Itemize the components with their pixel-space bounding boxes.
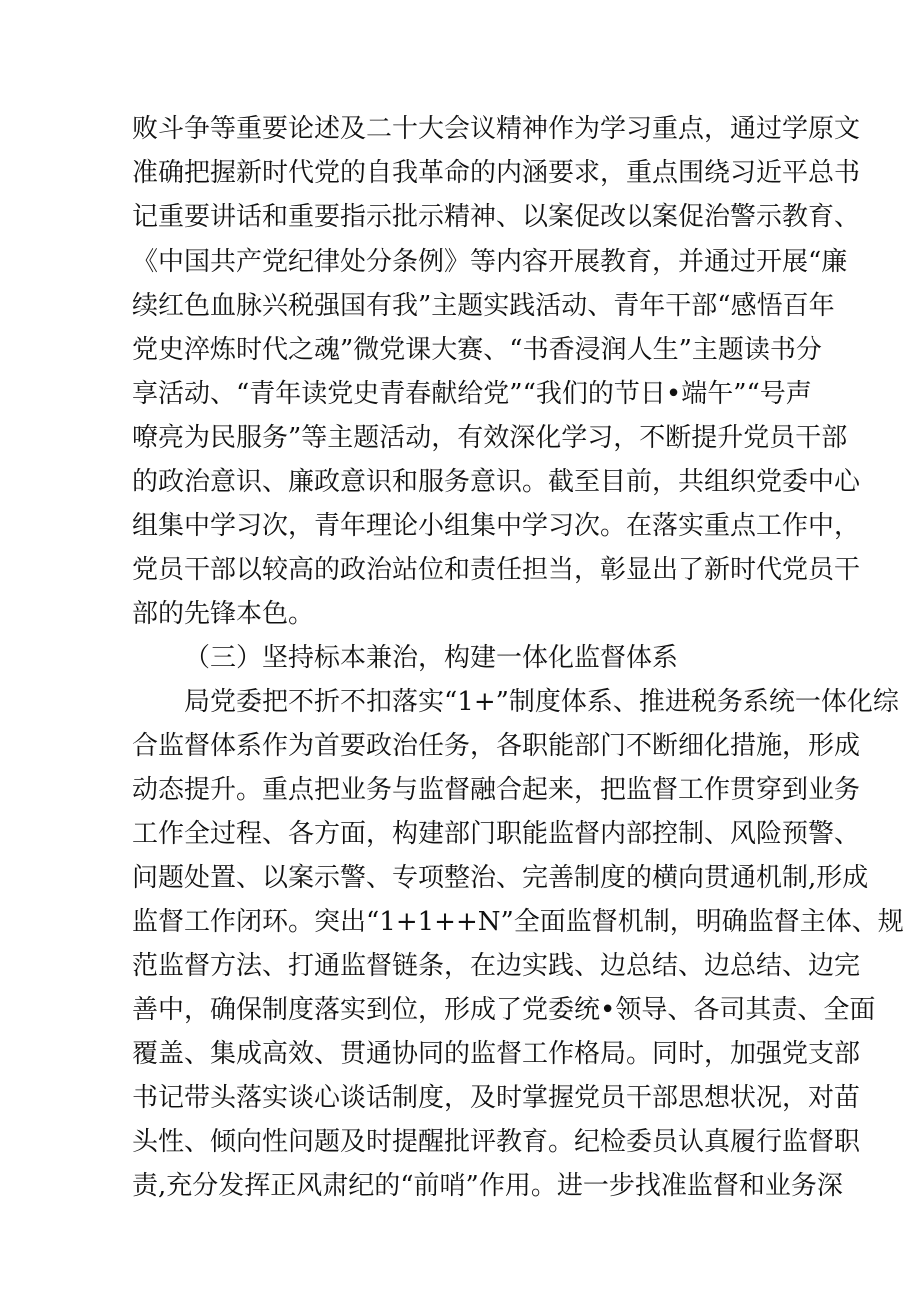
paragraph-line: 动态提升。重点把业务与监督融合起来，把监督工作贯穿到业务 bbox=[132, 775, 861, 805]
paragraph-line: 部的先锋本色。 bbox=[132, 599, 315, 629]
paragraph-line: 准确把握新时代党的自我革命的内涵要求，重点围绕习近平总书 bbox=[132, 158, 861, 188]
paragraph-line: 党史淬炼时代之魂”微党课大赛、“书香浸润人生”主题读书分 bbox=[132, 335, 822, 365]
paragraph-line: 范监督方法、打通监督链条，在边实践、边总结、边总结、边完 bbox=[132, 951, 861, 981]
paragraph-line: 续红色血脉兴税强国有我”主题实践活动、青年干部“感悟百年 bbox=[132, 291, 835, 321]
paragraph-line: 党员干部以较高的政治站位和责任担当，彰显出了新时代党员干 bbox=[132, 555, 861, 585]
paragraph-line: 问题处置、以案示警、专项整治、完善制度的横向贯通机制,形成 bbox=[132, 863, 869, 893]
paragraph-line: 合监督体系作为首要政治任务，各职能部门不断细化措施，形成 bbox=[132, 731, 861, 761]
paragraph-line: 书记带头落实谈心谈话制度，及时掌握党员干部思想状况，对苗 bbox=[132, 1083, 861, 1113]
paragraph-line: 头性、倾向性问题及时提醒批评教育。纪检委员认真履行监督职 bbox=[132, 1127, 861, 1157]
paragraph-line: 善中，确保制度落实到位，形成了党委统•领导、各司其责、全面 bbox=[132, 995, 876, 1025]
paragraph-line: 《中国共产党纪律处分条例》等内容开展教育，并通过开展“廉 bbox=[132, 247, 848, 277]
paragraph-line: 嘹亮为民服务”等主题活动，有效深化学习，不断提升党员干部 bbox=[132, 423, 848, 453]
paragraph-line: 败斗争等重要论述及二十大会议精神作为学习重点，通过学原文 bbox=[132, 114, 861, 144]
paragraph-line: 记重要讲话和重要指示批示精神、以案促改以案促治警示教育、 bbox=[132, 202, 861, 232]
paragraph-line: 工作全过程、各方面，构建部门职能监督内部控制、风险预警、 bbox=[132, 819, 861, 849]
paragraph-line: 监督工作闭环。突出“1+1++N”全面监督机制，明确监督主体、规 bbox=[132, 907, 904, 937]
section-heading: （三）坚持标本兼治，构建一体化监督体系 bbox=[184, 643, 679, 673]
paragraph-line: 享活动、“青年读党史青春献给党”“我们的节日•端午”“号声 bbox=[132, 379, 812, 409]
paragraph-line: 局党委把不折不扣落实“1+”制度体系、推进税务系统一体化综 bbox=[184, 687, 899, 717]
paragraph-line: 覆盖、集成高效、贯通协同的监督工作格局。同时，加强党支部 bbox=[132, 1039, 861, 1069]
paragraph-line: 的政治意识、廉政意识和服务意识。截至目前，共组织党委中心 bbox=[132, 467, 861, 497]
paragraph-line: 组集中学习次，青年理论小组集中学习次。在落实重点工作中， bbox=[132, 511, 861, 541]
paragraph-line: 责,充分发挥正风肃纪的“前哨”作用。进一步找准监督和业务深 bbox=[132, 1171, 843, 1201]
